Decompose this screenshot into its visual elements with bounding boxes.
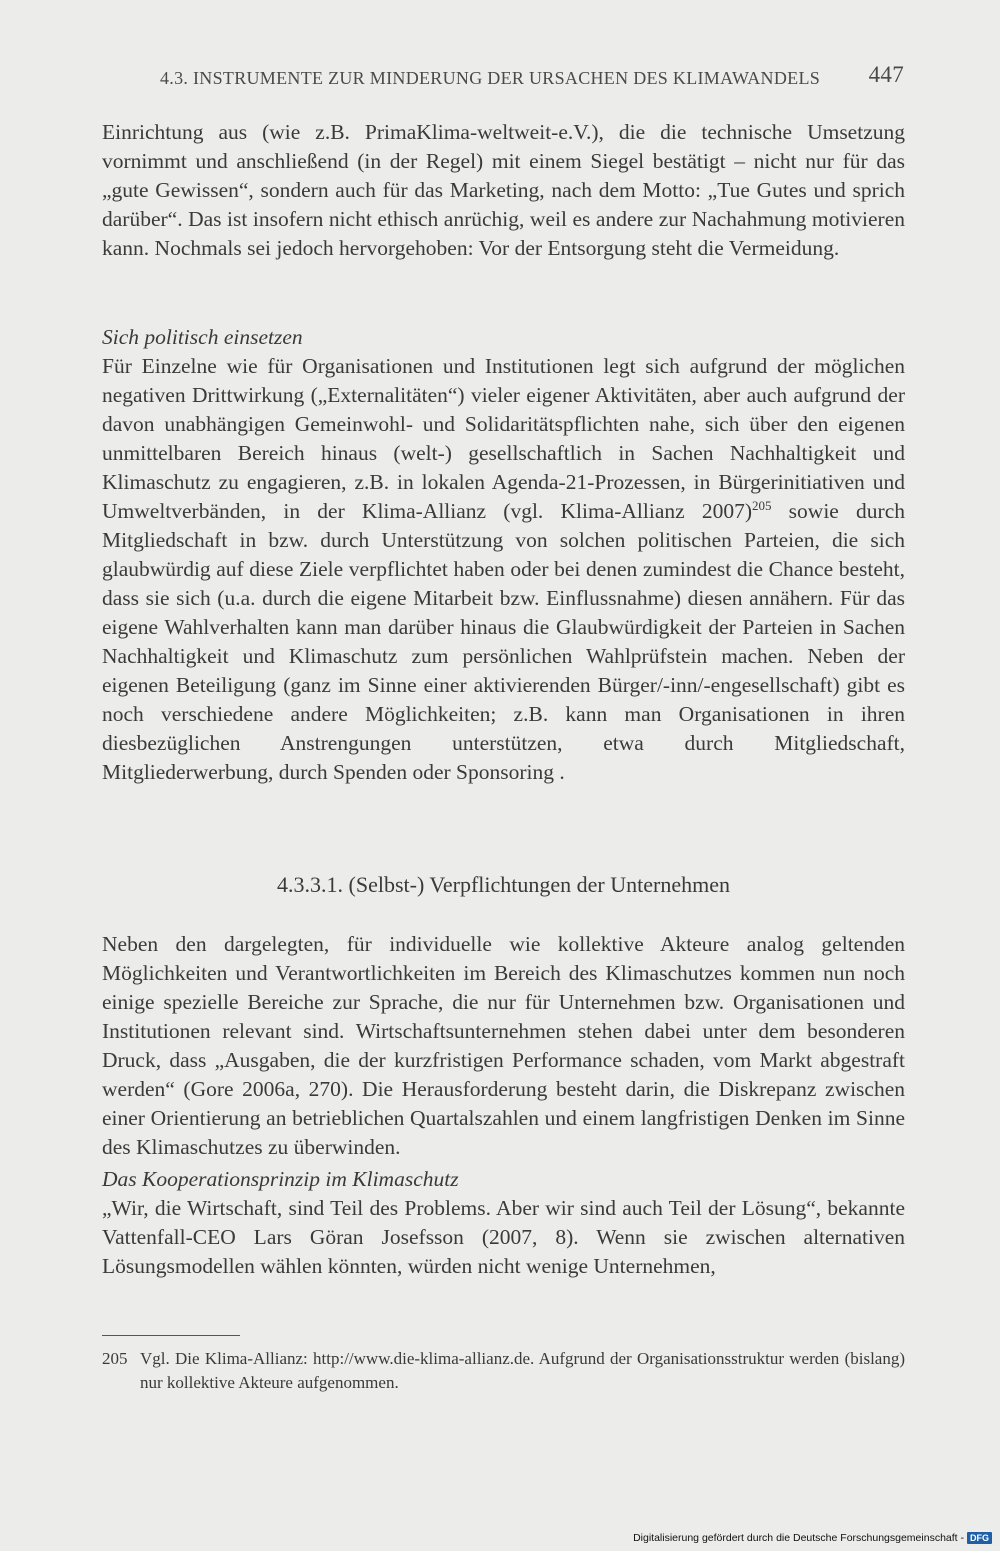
footnote-rule: [102, 1335, 240, 1336]
credit-text: Digitalisierung gefördert durch die Deutsche Forschungsgemeinschaft -: [633, 1532, 964, 1544]
paragraph-3-text: Neben den dargelegten, für individuelle wie kollektive Akteure analog geltenden Möglichkeiten und Verantwortlichkeiten im Bereich des Klimaschutzes kommen nun noch einige spezielle Bereiche zur Sprache, die nur für Unternehmen bzw. Organisationen und Institutionen relevant sind. Wirtschaftsunternehmen stehen dabei unter dem besonderen Druck, dass „Ausgaben, die der kurzfristigen Performance schaden, vom Markt abgestraft werden“ (Gore 2006a, 270). Die Herausforderung besteht darin, die Diskrepanz zwischen einer Orientierung an betrieblichen Quartalszahlen und einem langfristigen Denken im Sinne des Klimaschutzes zu überwinden.: [102, 932, 905, 1159]
section-kooperationsprinzip: [102, 1165, 905, 1281]
subheading-kooperationsprinzip: Das Kooperationsprinzip im Klimaschutz: [102, 1167, 459, 1191]
paragraph-2: [102, 352, 905, 787]
paragraph-3: [102, 930, 905, 1162]
paragraph-2-text-b: sowie durch Mitgliedschaft in bzw. durch Unterstützung von solchen politischen Parteien, die sich glaubwürdig auf diese Ziele verpflichtet haben oder bei denen zumindest die Chance besteht, dass sie sich (u.a. durch die eigene Mitarbeit bzw. Einflussnahme) diesen annähern. Für das eigene Wahlverhalten kann man darüber hinaus die Glaubwürdigkeit der Parteien in Sachen Nachhaltigkeit und Klimaschutz zum persönlichen Wahlprüfstein machen. Neben der eigenen Beteiligung (ganz im Sinne einer aktivierenden Bürger/-inn/-engesellschaft) gibt es noch verschiedene andere Möglichkeiten; z.B. kann man Organisationen in ihren diesbezüglichen Anstrengungen unterstützen, etwa durch Mitgliedschaft, Mitgliederwerbung, durch Spenden oder Sponsoring .: [102, 499, 905, 784]
section-sich-politisch: [102, 323, 905, 787]
paragraph-2-text-a: Für Einzelne wie für Organisationen und Institutionen legt sich aufgrund der möglichen negativen Drittwirkung („Externalitäten“) vieler eigener Aktivitäten, aber auch aufgrund der davon unabhängigen Gemeinwohl- und Solidaritätspflichten nahe, sich über den eigenen unmittelbaren Bereich hinaus (welt-) gesellschaftlich in Sachen Nachhaltigkeit und Klimaschutz zu engagieren, z.B. in lokalen Agenda-21-Prozessen, in Bürgerinitiativen und Umweltverbänden, in der Klima-Allianz (vgl. Klima-Allianz 2007): [102, 354, 905, 523]
footnote-number: 205: [102, 1349, 128, 1368]
page-number: 447: [868, 62, 904, 87]
paragraph-1: [102, 118, 905, 263]
subheading-sich-politisch-einsetzen: Sich politisch einsetzen: [102, 325, 303, 349]
footnote-205: [102, 1347, 905, 1395]
running-title: 4.3. INSTRUMENTE ZUR MINDERUNG DER URSACHEN DES KLIMAWANDELS: [160, 68, 821, 88]
paragraph-1-text: Einrichtung aus (wie z.B. PrimaKlima-weltweit-e.V.), die die technische Umsetzung vornimmt und anschließend (in der Regel) mit einem Siegel bestätigt – nicht nur für das „gute Gewissen“, sondern auch für das Marketing, nach dem Motto: „Tue Gutes und sprich darüber“. Das ist insofern nicht ethisch anrüchig, weil es andere zur Nachahmung motivieren kann. Nochmals sei jedoch hervorgehoben: Vor der Entsorgung steht die Vermeidung.: [102, 120, 905, 260]
dfg-logo-icon: DFG: [967, 1532, 992, 1544]
footnote-text: Vgl. Die Klima-Allianz: http://www.die-klima-allianz.de. Aufgrund der Organisationsstruktur werden (bislang) nur kollektive Akteure aufgenommen.: [140, 1349, 905, 1392]
footnote-marker[interactable]: 205: [752, 498, 772, 513]
paragraph-4: „Wir, die Wirtschaft, sind Teil des Problems. Aber wir sind auch Teil der Lösung“, bekannte Vattenfall-CEO Lars Göran Josefsson (2007, 8). Wenn sie zwischen alternativen Lösungsmodellen wählen könnten, würden nicht wenige Unternehmen,: [102, 1196, 905, 1278]
digitization-credit: [633, 1532, 992, 1544]
section-heading: 4.3.3.1. (Selbst-) Verpflichtungen der Unternehmen: [277, 872, 730, 897]
